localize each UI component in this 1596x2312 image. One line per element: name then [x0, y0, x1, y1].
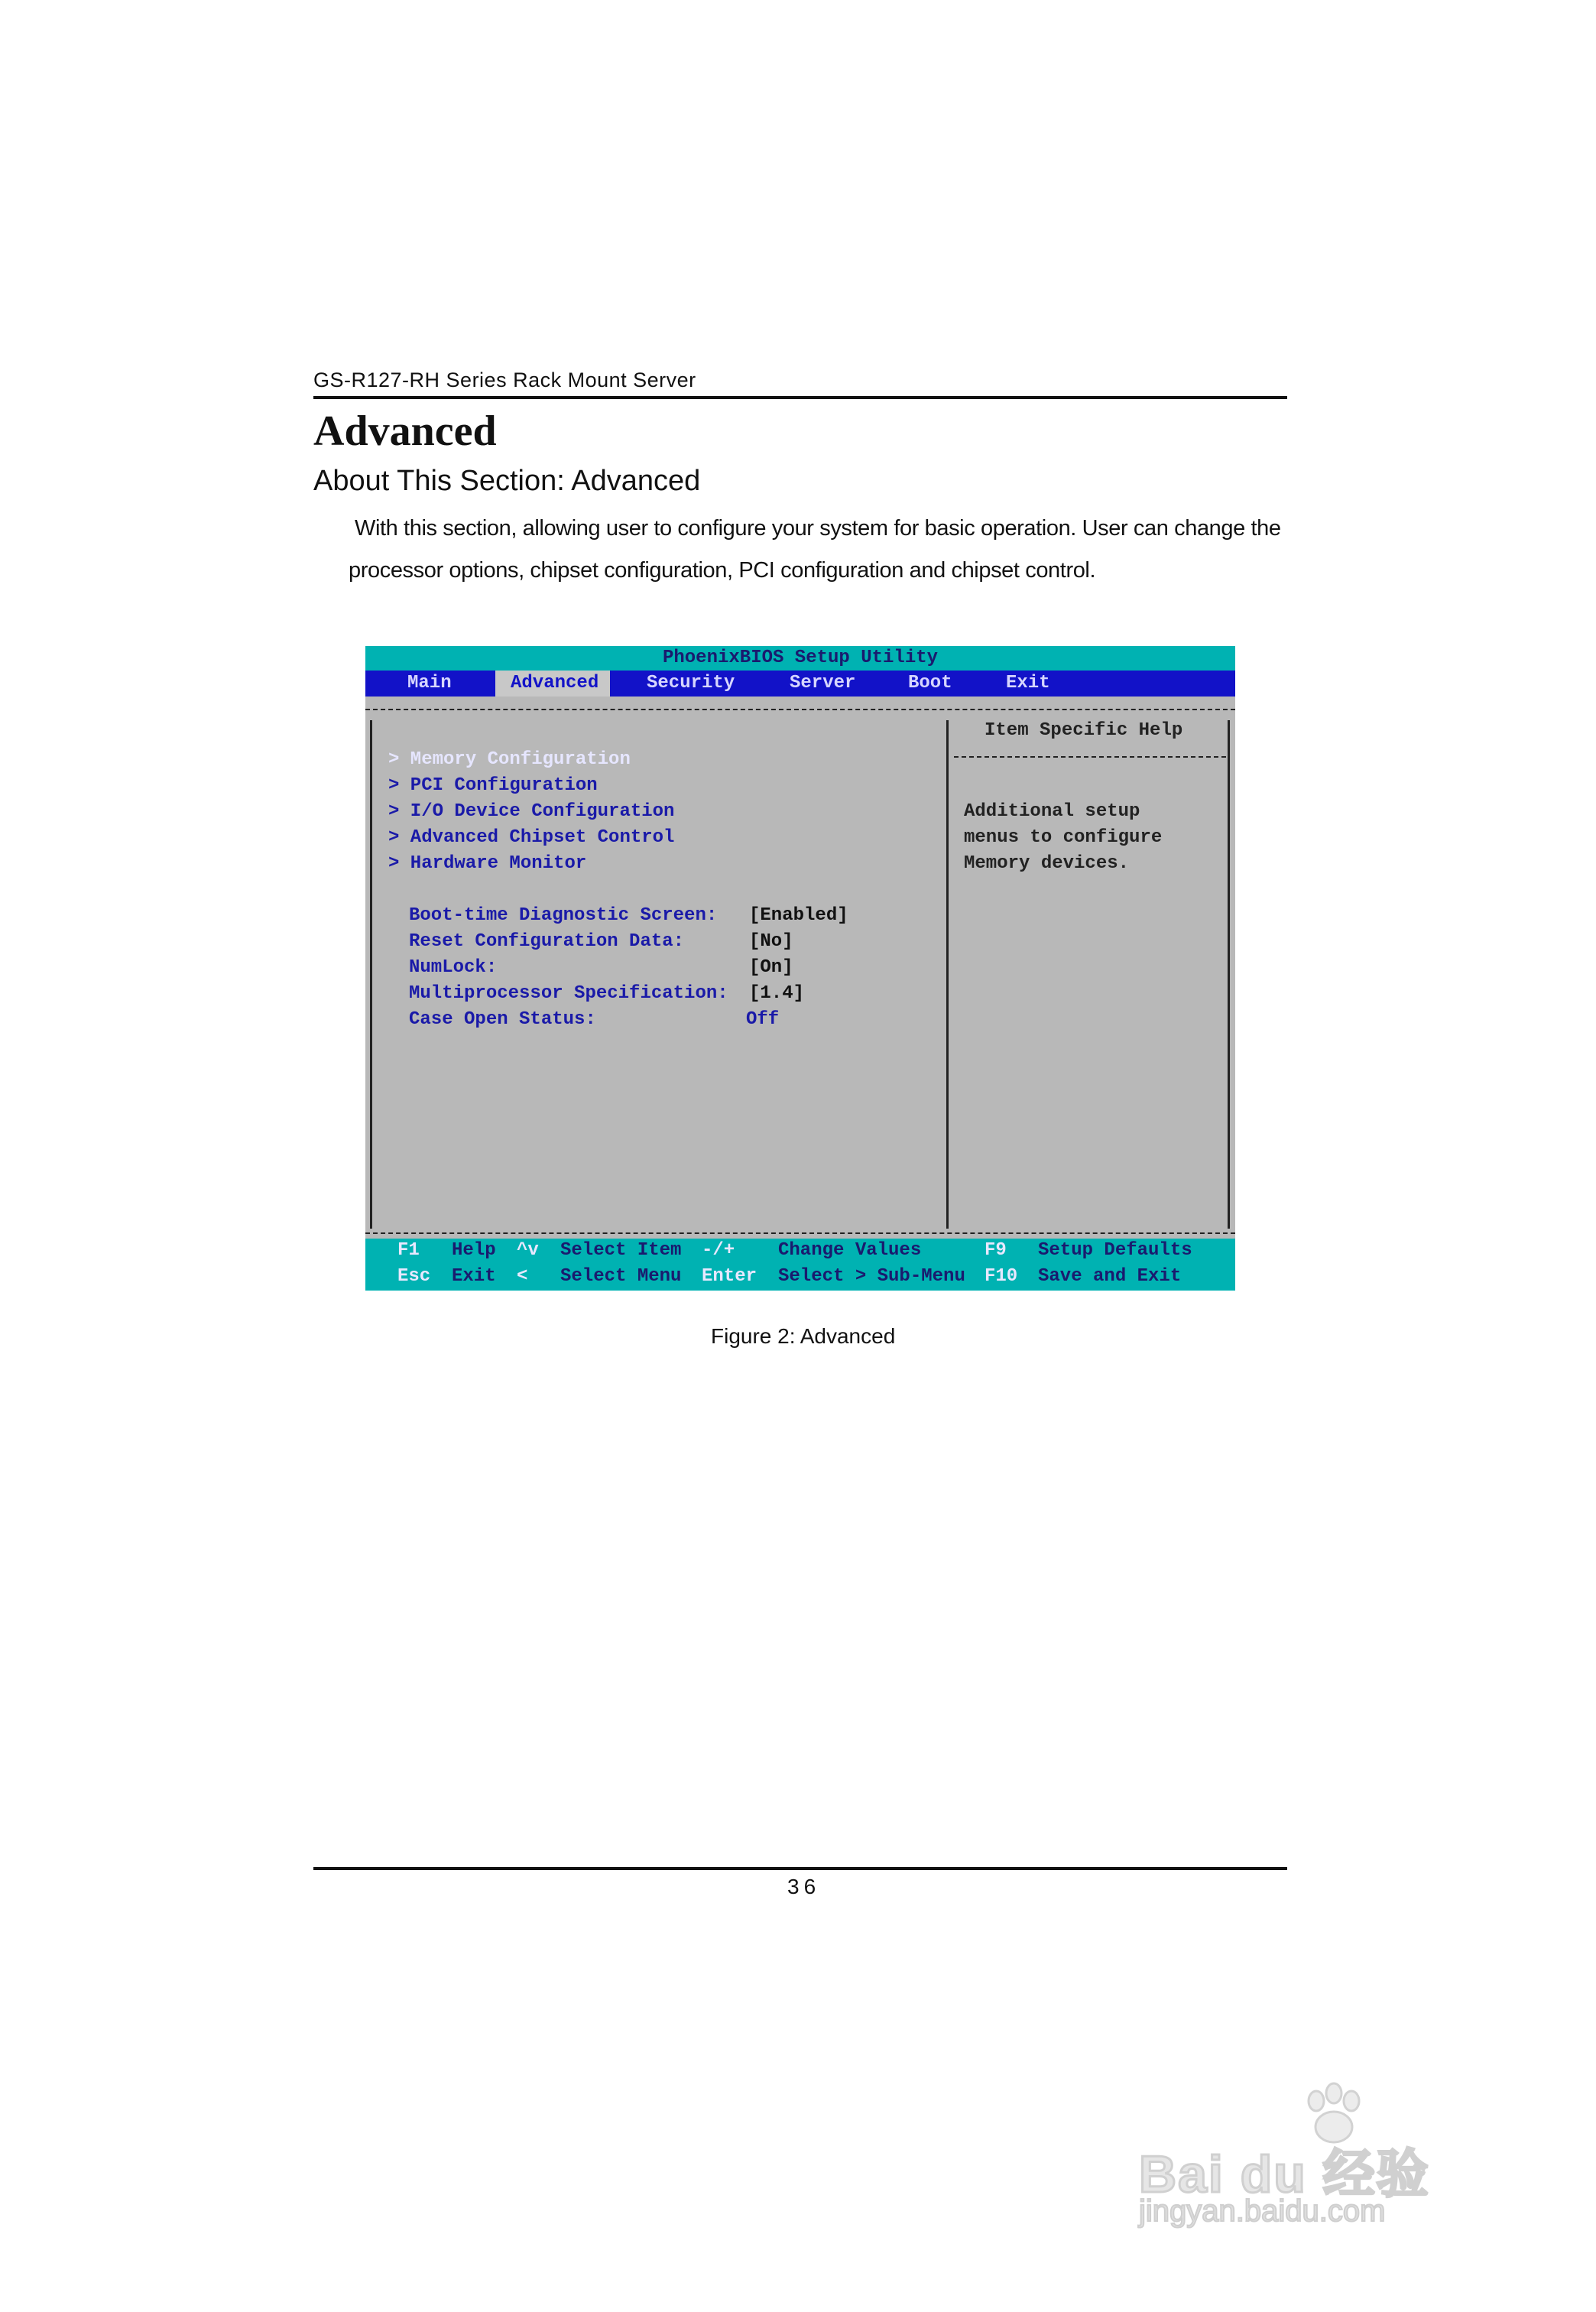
footer-key: Esc: [397, 1266, 431, 1287]
option-value-reset-config[interactable]: [No]: [749, 931, 793, 952]
baidu-watermark: [1139, 2080, 1506, 2263]
bios-bottom-divider: [365, 1232, 1235, 1234]
bios-right-border: [1228, 720, 1230, 1229]
footer-desc: Select > Sub-Menu: [778, 1266, 965, 1287]
help-heading: Item Specific Help: [985, 720, 1183, 741]
footer-key: F1: [397, 1240, 420, 1261]
footer-key: F10: [985, 1266, 1018, 1287]
submenu-hardware-monitor[interactable]: > Hardware Monitor: [388, 853, 587, 874]
footer-desc: Change Values: [778, 1240, 922, 1261]
help-line: menus to configure: [964, 827, 1163, 848]
footer-key: ^v: [517, 1240, 539, 1261]
bios-menu-boot[interactable]: Boot: [908, 673, 952, 693]
section-paragraph: With this section, allowing user to configure your system for basic operation. User can change the processor options, chipset configuration, PCI configuration and chipset control.: [349, 516, 1281, 583]
option-label-boot-diagnostic: Boot-time Diagnostic Screen:: [409, 905, 718, 926]
footer-desc: Select Item: [560, 1240, 682, 1261]
bios-title-bar: PhoenixBIOS Setup Utility: [365, 646, 1235, 671]
footer-key: <: [517, 1266, 528, 1287]
footer-desc: Select Menu: [560, 1266, 682, 1287]
bios-menu-advanced[interactable]: Advanced: [495, 671, 610, 697]
figure-caption: Figure 2: Advanced: [711, 1324, 896, 1348]
watermark-brand: Bai du 经验: [1139, 2145, 1430, 2203]
option-label-case-open: Case Open Status:: [409, 1009, 596, 1030]
bios-menu-bar: [365, 671, 1235, 697]
submenu-memory-configuration[interactable]: > Memory Configuration: [388, 749, 631, 770]
section-subtitle: About This Section: Advanced: [313, 465, 701, 497]
footer-desc: Exit: [452, 1266, 496, 1287]
footer-desc: Save and Exit: [1038, 1266, 1182, 1287]
option-label-multiprocessor: Multiprocessor Specification:: [409, 983, 728, 1004]
submenu-advanced-chipset-control[interactable]: > Advanced Chipset Control: [388, 827, 675, 848]
footer-key: Enter: [702, 1266, 757, 1287]
bios-screenshot: [365, 646, 1235, 1291]
option-label-reset-config: Reset Configuration Data:: [409, 931, 685, 952]
option-value-boot-diagnostic[interactable]: [Enabled]: [749, 905, 848, 926]
footer-desc: Setup Defaults: [1038, 1240, 1192, 1261]
help-line: Memory devices.: [964, 853, 1130, 874]
footer-key: F9: [985, 1240, 1007, 1261]
option-value-case-open: Off: [746, 1009, 780, 1030]
help-rule: [954, 756, 1226, 758]
bios-panel-divider: [946, 720, 949, 1229]
submenu-io-device-configuration[interactable]: > I/O Device Configuration: [388, 801, 675, 822]
bios-menu-main[interactable]: Main: [407, 673, 452, 693]
bios-menu-exit[interactable]: Exit: [1006, 673, 1050, 693]
help-line: Additional setup: [964, 801, 1140, 822]
footer-key: -/+: [702, 1240, 735, 1261]
option-value-multiprocessor[interactable]: [1.4]: [749, 983, 805, 1004]
bios-footer-keys: [365, 1239, 1235, 1291]
bios-menu-server[interactable]: Server: [790, 673, 856, 693]
submenu-pci-configuration[interactable]: > PCI Configuration: [388, 775, 598, 796]
option-label-numlock: NumLock:: [409, 957, 498, 978]
footer-desc: Help: [452, 1240, 496, 1261]
document-header-title: GS-R127-RH Series Rack Mount Server: [313, 369, 696, 391]
footer-rule: [313, 1867, 1287, 1870]
bios-top-divider: [365, 709, 1235, 710]
header-rule: [313, 396, 1287, 399]
bios-menu-security[interactable]: Security: [647, 673, 735, 693]
watermark-url: jingyan.baidu.com: [1139, 2194, 1386, 2228]
option-value-numlock[interactable]: [On]: [749, 957, 793, 978]
section-title: Advanced: [313, 408, 497, 455]
page-number: 36: [787, 1875, 821, 1898]
bios-left-border: [370, 720, 372, 1229]
